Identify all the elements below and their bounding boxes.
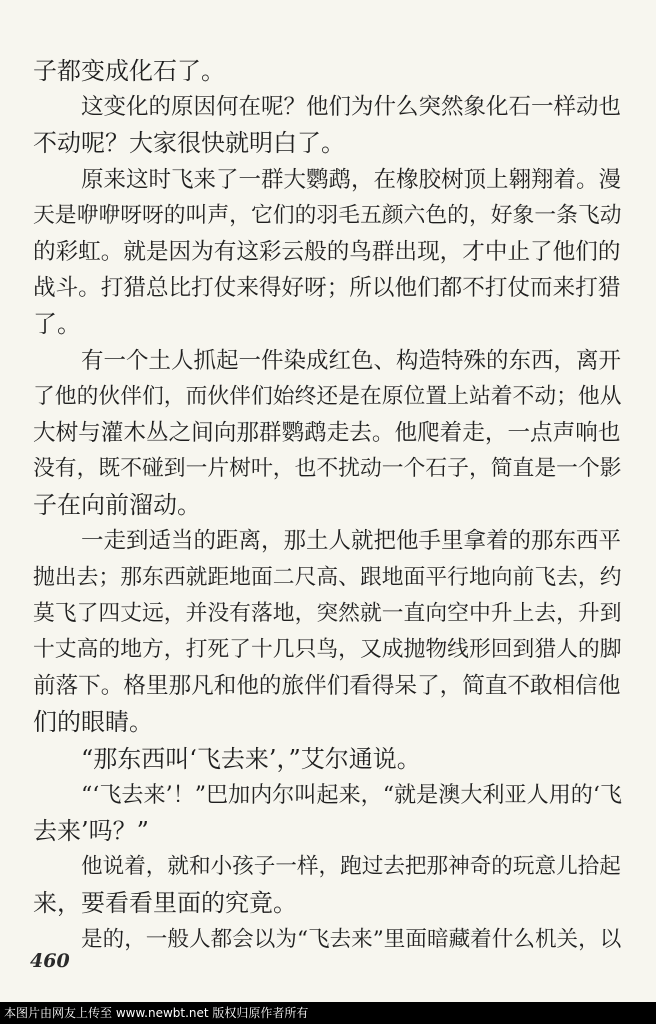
- text-line: 他说着，就和小孩子一样，跑过去把那神奇的玩意儿拾起: [81, 854, 621, 880]
- text-line: 战斗。打猎总比打仗来得好呀；所以他们都不打仗而来打猎: [33, 275, 621, 302]
- page-number: 460: [30, 950, 70, 972]
- text-line: 来，要看看里面的究竟。: [33, 889, 297, 918]
- text-line: 十丈高的地方，打死了十几只鸟，又成抛物线形回到猎人的脚: [33, 637, 622, 662]
- text-line: “那东西叫‘飞去来’，”艾尔通说。: [81, 744, 421, 773]
- text-line: 原来这时飞来了一群大鹦鹉，在橡胶树顶上翱翔着。漫: [81, 166, 622, 193]
- text-line: 没有，既不碰到一片树叶，也不扰动一个石子，简直是一个影: [33, 456, 622, 482]
- text-line: 莫飞了四丈远，并没有落地，突然就一直向空中升上去，升到: [33, 600, 622, 626]
- text-line: 了。: [33, 310, 81, 339]
- text-line: 这变化的原因何在呢？他们为什么突然象化石一样动也: [81, 94, 622, 121]
- copyright-footer: 本图片由网友上传至 www.newbt.net 版权归原作者所有: [0, 1002, 656, 1024]
- body-text: [33, 53, 623, 958]
- text-line: “‘飞去来’！”巴加内尔叫起来，“就是澳大利亚人用的‘飞: [81, 781, 623, 808]
- text-line: 大树与灌木丛之间向那群鹦鹉走去。他爬着走，一点声响也: [33, 419, 621, 446]
- text-line: 的彩虹。就是因为有这彩云般的鸟群出现，才中止了他们的: [33, 238, 621, 265]
- text-line: 子都变成化石了。: [33, 57, 225, 85]
- text-line: 了他的伙伴们，而伙伴们始终还是在原位置上站着不动；他从: [33, 383, 622, 409]
- text-line: 天是咿咿呀呀的叫声，它们的羽毛五颜六色的，好象一条飞动: [33, 202, 622, 228]
- text-line: 抛出去；那东西就距地面二尺高、跟地面平行地向前飞去，约: [33, 564, 622, 590]
- text-line: 子在向前溜动。: [33, 491, 201, 520]
- text-line: 一走到适当的距离，那土人就把他手里拿着的那东西平: [81, 528, 622, 555]
- text-line: 前落下。格里那凡和他的旅伴们看得呆了，简直不敢相信他: [33, 673, 621, 700]
- text-line: 有一个土人抓起一件染成红色、构造特殊的东西，离开: [81, 347, 622, 374]
- text-line: 们的眼睛。: [33, 708, 153, 737]
- text-line: 去来’吗？”: [33, 816, 149, 845]
- text-line: 是的，一般人都会以为“飞去来”里面暗藏着什么机关，以: [81, 926, 622, 952]
- text-line: 不动呢？大家很快就明白了。: [33, 129, 345, 158]
